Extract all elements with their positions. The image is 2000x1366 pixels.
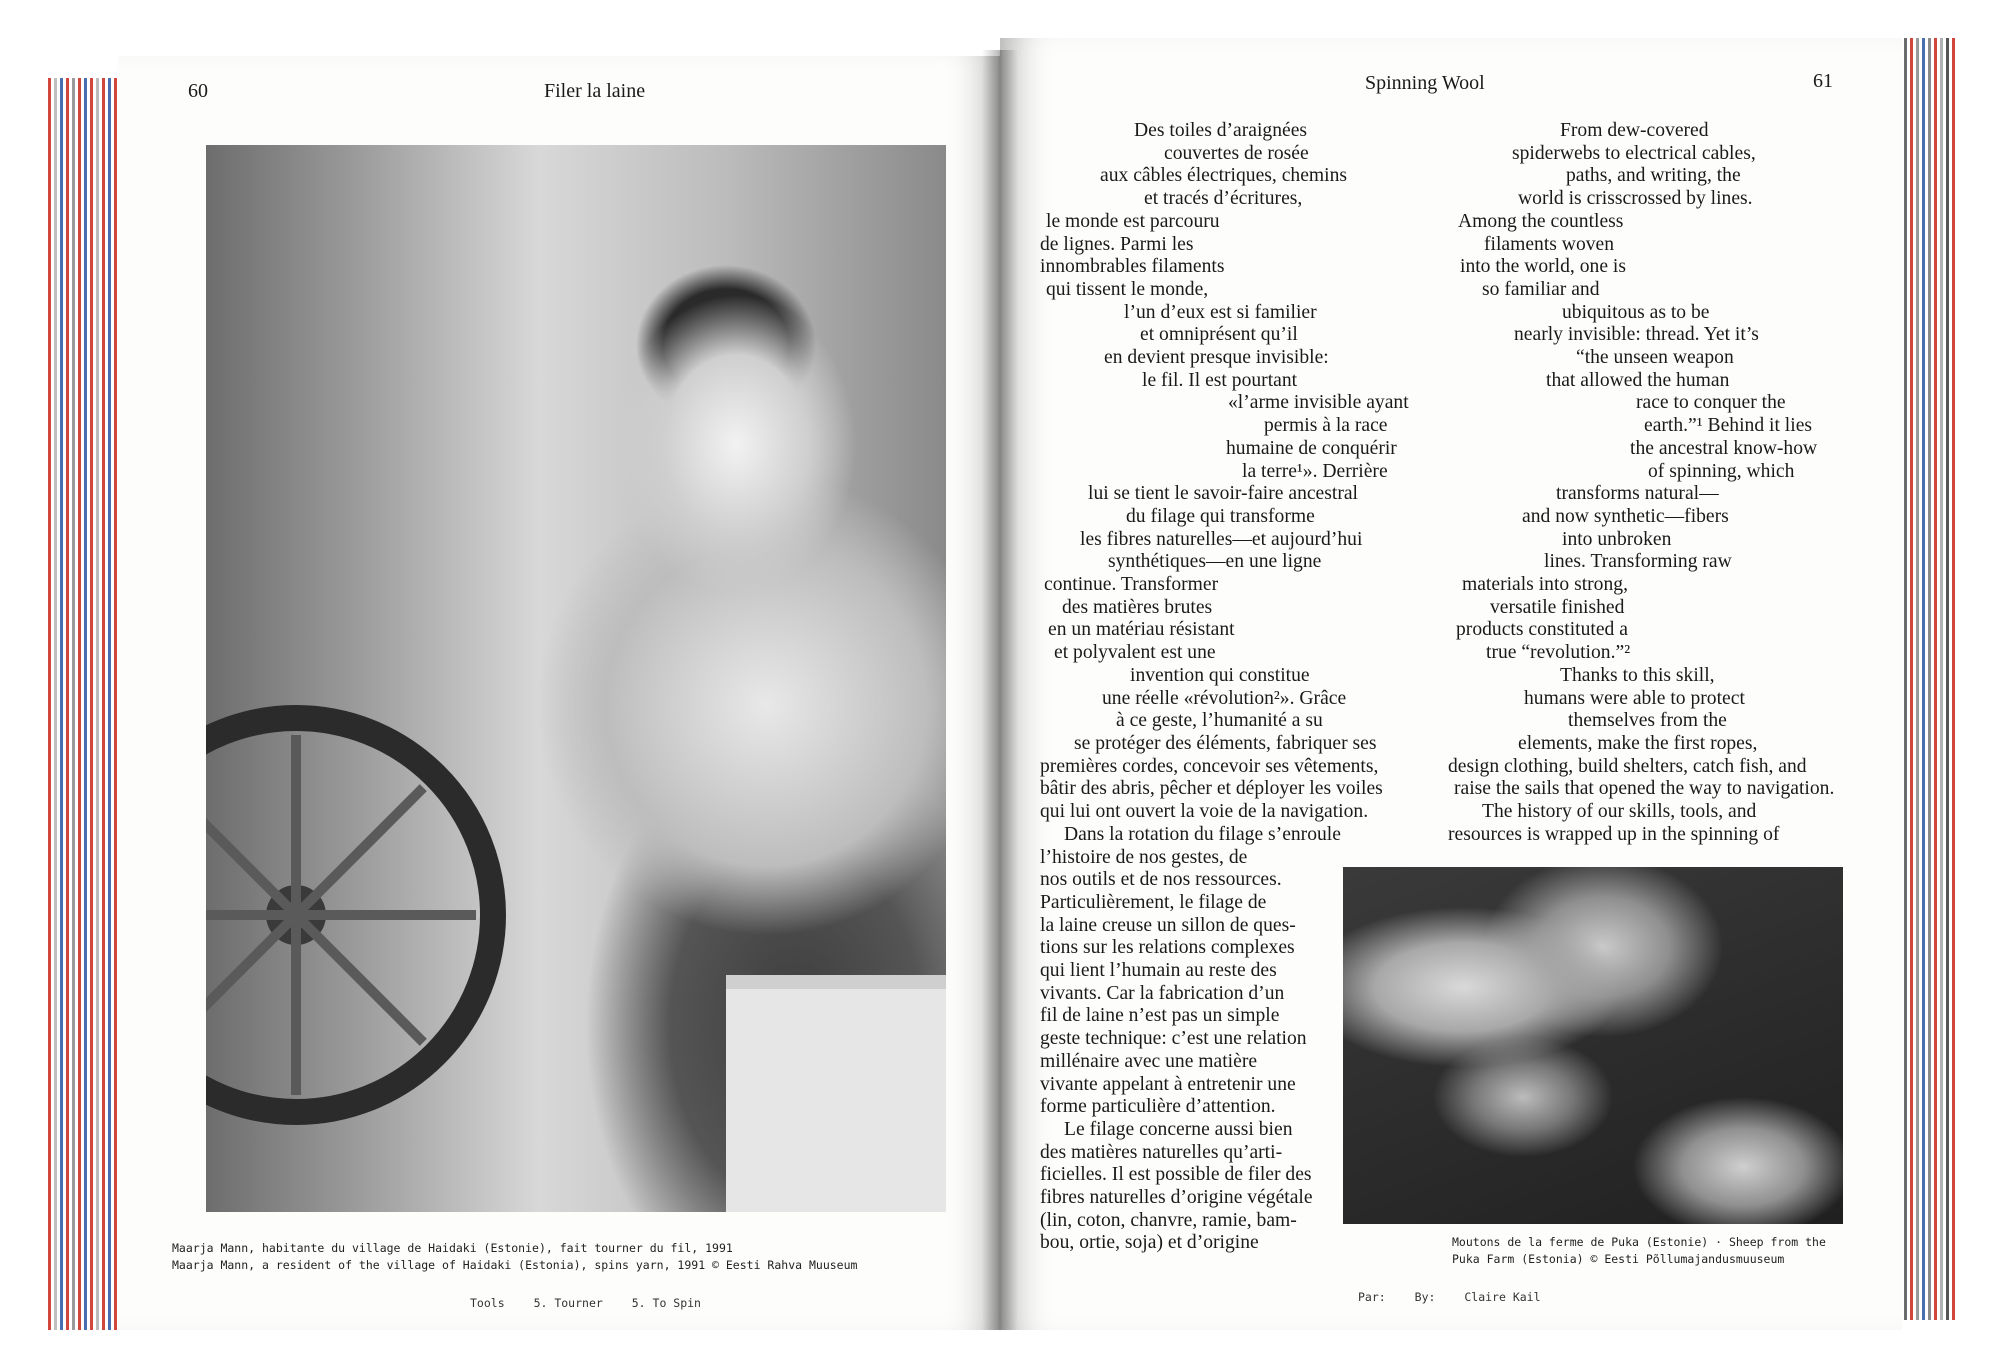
caption-line-fr: Maarja Mann, habitante du village de Haidaki (Estonie), fait tourner du fil, 1991 [172,1241,733,1255]
english-text-column [1448,120,1834,847]
text-line: Des toiles d’araignées [1134,120,1308,141]
text-line: (lin, coton, chanvre, ramie, bam- [1040,1209,1297,1231]
text-line: paths, and writing, the [1566,165,1741,187]
text-line: millénaire avec une matière [1040,1050,1258,1072]
text-line: bou, ortie, soja) et d’origine [1040,1232,1259,1254]
right-running-title: Spinning Wool [1365,72,1485,94]
text-line: nearly invisible: thread. Yet it’s [1514,324,1759,346]
spinning-wheel-photo [206,145,946,1212]
text-line: ubiquitous as to be [1562,301,1710,323]
text-line: of spinning, which [1648,460,1795,482]
text-line: qui lient l’humain au reste des [1040,960,1277,982]
text-line: une réelle «révolution²». Grâce [1102,687,1347,709]
text-line: fibres naturelles d’origine végétale [1040,1187,1313,1209]
text-line: tions sur les relations complexes [1040,937,1295,959]
text-line: ficielles. Il est possible de filer des [1040,1164,1312,1186]
sheep-photo [1343,867,1843,1224]
text-line: themselves from the [1568,710,1727,732]
left-running-title: Filer la laine [544,80,646,102]
text-line: world is crisscrossed by lines. [1518,188,1753,210]
stool-shape [726,975,946,1212]
text-line: nos outils et de nos ressources. [1040,869,1282,891]
text-line: materials into strong, [1462,574,1628,596]
text-line: le monde est parcouru [1046,210,1220,232]
text-line: lui se tient le savoir-faire ancestral [1088,483,1358,505]
text-line: en un matériau résistant [1048,619,1235,641]
text-line: humans were able to protect [1524,687,1745,709]
text-line: du filage qui transforme [1126,505,1315,527]
text-line: Thanks to this skill, [1560,664,1715,686]
text-line: se protéger des éléments, fabriquer ses [1074,732,1377,754]
text-line: that allowed the human [1546,369,1730,391]
text-line: et polyvalent est une [1054,642,1216,664]
left-footer [470,1296,723,1310]
spinner-photo-caption [172,1240,857,1274]
spinning-wheel-shape [206,705,506,1125]
text-line: invention qui constitue [1130,664,1310,686]
text-line: innombrables filaments [1040,256,1225,278]
footer-chapter-fr: 5. Tourner [533,1296,603,1310]
text-line: la laine creuse un sillon de ques- [1040,914,1296,936]
text-line: earth.”¹ Behind it lies [1644,415,1813,437]
text-line: products constituted a [1456,619,1628,641]
left-page-edges [48,78,124,1330]
text-line: true “revolution.”² [1486,642,1631,664]
footer-section: Tools [470,1296,505,1310]
text-line: aux câbles électriques, chemins [1100,165,1347,187]
footer-par: Par: [1358,1290,1386,1304]
text-line: Le filage concerne aussi bien [1064,1118,1293,1140]
text-line: l’histoire de nos gestes, de [1040,846,1248,868]
text-line: spiderwebs to electrical cables, [1512,142,1756,164]
text-line: de lignes. Parmi les [1040,233,1194,255]
text-line: From dew-covered [1560,120,1709,141]
text-line: vivants. Car la fabrication d’un [1040,982,1285,1004]
text-line: filaments woven [1484,233,1615,255]
footer-chapter-en: 5. To Spin [631,1296,701,1310]
text-line: la terre¹». Derrière [1242,460,1388,482]
text-line: design clothing, build shelters, catch fish, and [1448,755,1807,777]
text-line: qui tissent le monde, [1046,278,1209,300]
sheep-photo-caption [1452,1234,1826,1268]
text-line: geste technique: c’est une relation [1040,1028,1307,1050]
text-line: et omniprésent qu’il [1140,324,1298,346]
right-page-number: 61 [1813,70,1833,92]
text-line: continue. Transformer [1044,574,1219,596]
text-line: humaine de conquérir [1226,437,1397,459]
caption-line-2: Puka Farm (Estonia) © Eesti Põllumajandusmuuseum [1452,1252,1785,1266]
footer-author: Claire Kail [1464,1290,1541,1304]
caption-line-1: Moutons de la ferme de Puka (Estonie) · Sheep from the [1452,1235,1826,1249]
text-line: le fil. Il est pourtant [1142,369,1298,391]
text-line: vivante appelant à entretenir une [1040,1073,1296,1095]
text-line: permis à la race [1264,415,1388,437]
text-line: and now synthetic—fibers [1522,505,1729,527]
text-line: race to conquer the [1636,392,1786,414]
text-line: premières cordes, concevoir ses vêtements, [1040,755,1379,777]
caption-line-en: Maarja Mann, a resident of the village of Haidaki (Estonia), spins yarn, 1991 © Eesti Rahva Muuseum [172,1258,858,1272]
right-footer [1358,1290,1563,1304]
text-line: Among the countless [1458,210,1624,232]
text-line: into unbroken [1562,528,1672,550]
text-line: bâtir des abris, pêcher et déployer les voiles [1040,778,1383,800]
text-line: forme particulière d’attention. [1040,1096,1276,1118]
text-line: lines. Transforming raw [1544,551,1732,573]
text-line: “the unseen weapon [1576,347,1734,369]
text-line: en devient presque invisible: [1104,347,1329,369]
text-line: The history of our skills, tools, and [1482,801,1757,823]
text-line: into the world, one is [1460,256,1626,278]
text-line: resources is wrapped up in the spinning of [1448,823,1780,845]
text-line: «l’arme invisible ayant [1228,392,1409,414]
text-line: à ce geste, l’humanité a su [1116,710,1323,732]
text-line: the ancestral know-how [1630,437,1818,459]
text-line: elements, make the first ropes, [1518,732,1758,754]
text-line: les fibres naturelles—et aujourd’hui [1080,528,1363,550]
text-line: so familiar and [1482,278,1600,300]
text-line: qui lui ont ouvert la voie de la navigation. [1040,801,1369,823]
text-line: synthétiques—en une ligne [1108,551,1322,573]
text-line: Particulièrement, le filage de [1040,891,1267,913]
text-line: versatile finished [1490,596,1625,618]
text-line: Dans la rotation du filage s’enroule [1064,823,1341,845]
text-line: couvertes de rosée [1164,142,1309,164]
text-line: des matières naturelles qu’arti- [1040,1141,1283,1163]
text-line: transforms natural— [1556,483,1719,505]
text-line: raise the sails that opened the way to navigation. [1454,778,1835,800]
text-line: et tracés d’écritures, [1144,188,1303,210]
text-line: l’un d’eux est si familier [1124,301,1317,323]
text-line: des matières brutes [1062,596,1213,618]
book-gutter [982,50,1018,1330]
text-line: fil de laine n’est pas un simple [1040,1005,1280,1027]
footer-by: By: [1414,1290,1436,1304]
left-page-number: 60 [188,80,208,102]
